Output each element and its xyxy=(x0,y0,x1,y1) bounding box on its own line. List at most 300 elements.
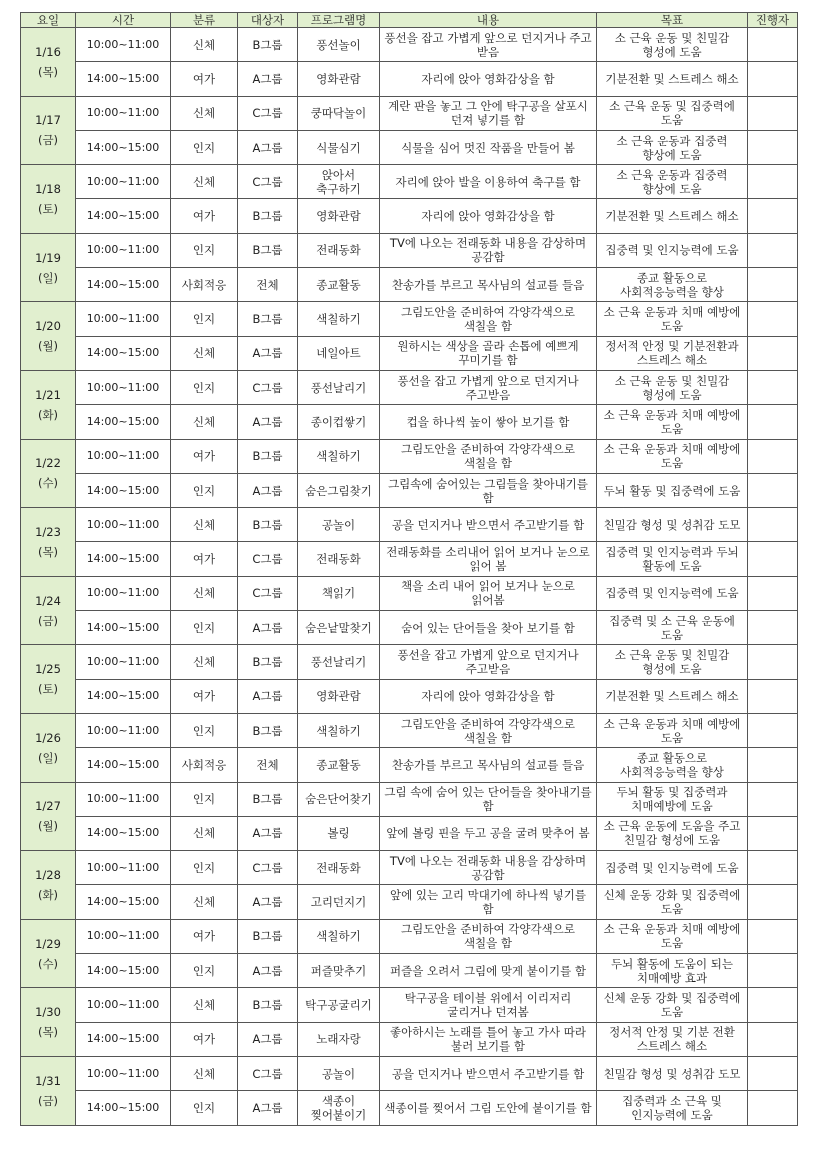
table-row xyxy=(21,96,798,130)
target-cell: B그룹 xyxy=(238,302,298,336)
table-row xyxy=(21,885,798,919)
program-name-cell: 전래동화 xyxy=(298,542,380,576)
category-cell: 사회적응 xyxy=(171,268,238,302)
goal-cell: 기분전환 및 스트레스 해소 xyxy=(597,199,748,233)
content-cell: 자리에 앉아 발을 이용하여 축구를 함 xyxy=(380,165,597,199)
time-cell: 10:00~11:00 xyxy=(76,713,171,747)
goal-cell: 종교 활동으로 사회적응능력을 향상 xyxy=(597,268,748,302)
category-cell: 여가 xyxy=(171,679,238,713)
program-name-cell: 숨은그림찾기 xyxy=(298,473,380,507)
time-cell: 14:00~15:00 xyxy=(76,405,171,439)
goal-cell: 신체 운동 강화 및 집중력에 도움 xyxy=(597,885,748,919)
program-name-cell: 고리던지기 xyxy=(298,885,380,919)
program-name-cell: 숨은단어찾기 xyxy=(298,782,380,816)
content-cell: 풍선을 잡고 가볍게 앞으로 던지거나 주고 받음 xyxy=(380,28,597,62)
table-row xyxy=(21,370,798,404)
time-cell: 14:00~15:00 xyxy=(76,336,171,370)
goal-cell: 정서적 안정 및 기분 전환 스트레스 해소 xyxy=(597,1022,748,1056)
leader-cell xyxy=(748,28,798,62)
program-name-cell: 종이컵쌓기 xyxy=(298,405,380,439)
day-weekday: (수) xyxy=(37,476,59,491)
leader-cell xyxy=(748,1091,798,1125)
day-cell xyxy=(21,28,76,97)
time-cell: 10:00~11:00 xyxy=(76,28,171,62)
day-date: 1/21 xyxy=(35,387,61,402)
content-cell: 그림 속에 숨어 있는 단어들을 찾아내기를 함 xyxy=(380,782,597,816)
schedule-body xyxy=(21,28,798,1126)
day-date: 1/18 xyxy=(35,181,61,196)
day-cell xyxy=(21,370,76,439)
leader-cell xyxy=(748,611,798,645)
target-cell: B그룹 xyxy=(238,713,298,747)
time-cell: 14:00~15:00 xyxy=(76,62,171,96)
time-cell: 14:00~15:00 xyxy=(76,885,171,919)
target-cell: 전체 xyxy=(238,748,298,782)
time-cell: 14:00~15:00 xyxy=(76,1091,171,1125)
program-name-cell: 색칠하기 xyxy=(298,302,380,336)
day-date: 1/20 xyxy=(35,319,61,334)
leader-cell xyxy=(748,542,798,576)
header-category: 분류 xyxy=(171,13,238,28)
goal-cell: 소 근육 운동 및 친밀감 형성에 도움 xyxy=(597,370,748,404)
time-cell: 14:00~15:00 xyxy=(76,473,171,507)
table-row xyxy=(21,473,798,507)
content-cell: 탁구공을 테이블 위에서 이리저리 굴리거나 던져봄 xyxy=(380,988,597,1022)
header-program: 프로그램명 xyxy=(298,13,380,28)
day-cell xyxy=(21,165,76,234)
content-cell: 찬송가를 부르고 목사님의 설교를 들음 xyxy=(380,748,597,782)
day-cell xyxy=(21,645,76,714)
table-row xyxy=(21,28,798,62)
target-cell: B그룹 xyxy=(238,645,298,679)
leader-cell xyxy=(748,439,798,473)
leader-cell xyxy=(748,268,798,302)
category-cell: 신체 xyxy=(171,405,238,439)
content-cell: 전래동화를 소리내어 읽어 보거나 눈으로 읽어 봄 xyxy=(380,542,597,576)
program-name-cell: 색칠하기 xyxy=(298,713,380,747)
day-date: 1/25 xyxy=(35,662,61,677)
target-cell: C그룹 xyxy=(238,165,298,199)
day-weekday: (수) xyxy=(37,956,59,971)
day-weekday: (월) xyxy=(37,339,59,354)
content-cell: 숨어 있는 단어들을 찾아 보기를 함 xyxy=(380,611,597,645)
day-cell xyxy=(21,508,76,577)
target-cell: A그룹 xyxy=(238,954,298,988)
program-name-cell: 종교활동 xyxy=(298,268,380,302)
table-row xyxy=(21,954,798,988)
target-cell: B그룹 xyxy=(238,988,298,1022)
day-date: 1/16 xyxy=(35,44,61,59)
header-content: 내용 xyxy=(380,13,597,28)
time-cell: 10:00~11:00 xyxy=(76,439,171,473)
content-cell: 그림도안을 준비하여 각양각색으로 색칠을 함 xyxy=(380,713,597,747)
table-row xyxy=(21,679,798,713)
target-cell: C그룹 xyxy=(238,542,298,576)
goal-cell: 집중력 및 인지능력에 도움 xyxy=(597,576,748,610)
target-cell: A그룹 xyxy=(238,62,298,96)
time-cell: 10:00~11:00 xyxy=(76,782,171,816)
category-cell: 인지 xyxy=(171,233,238,267)
target-cell: C그룹 xyxy=(238,1056,298,1090)
header-leader: 진행자 xyxy=(748,13,798,28)
target-cell: B그룹 xyxy=(238,28,298,62)
goal-cell: 소 근육 운동과 치매 예방에 도움 xyxy=(597,302,748,336)
time-cell: 10:00~11:00 xyxy=(76,851,171,885)
goal-cell: 소 근육 운동과 치매 예방에 도움 xyxy=(597,919,748,953)
content-cell: 앞에 있는 고리 막대기에 하나씩 넣기를 함 xyxy=(380,885,597,919)
content-cell: 자리에 앉아 영화감상을 함 xyxy=(380,62,597,96)
table-row xyxy=(21,919,798,953)
time-cell: 14:00~15:00 xyxy=(76,268,171,302)
goal-cell: 소 근육 운동과 치매 예방에 도움 xyxy=(597,713,748,747)
program-name-cell: 종교활동 xyxy=(298,748,380,782)
day-weekday: (목) xyxy=(37,544,59,559)
day-weekday: (일) xyxy=(37,750,59,765)
day-cell xyxy=(21,713,76,782)
day-cell xyxy=(21,782,76,851)
category-cell: 신체 xyxy=(171,576,238,610)
content-cell: 퍼즐을 오려서 그림에 맞게 붙이기를 함 xyxy=(380,954,597,988)
day-date: 1/28 xyxy=(35,867,61,882)
time-cell: 14:00~15:00 xyxy=(76,679,171,713)
table-row xyxy=(21,302,798,336)
category-cell: 신체 xyxy=(171,96,238,130)
table-row xyxy=(21,233,798,267)
category-cell: 인지 xyxy=(171,473,238,507)
program-name-cell: 노래자랑 xyxy=(298,1022,380,1056)
goal-cell: 소 근육 운동에 도움을 주고 친밀감 형성에 도움 xyxy=(597,816,748,850)
category-cell: 여가 xyxy=(171,919,238,953)
table-row xyxy=(21,1022,798,1056)
day-date: 1/29 xyxy=(35,936,61,951)
target-cell: B그룹 xyxy=(238,233,298,267)
content-cell: TV에 나오는 전래동화 내용을 감상하며 공감함 xyxy=(380,851,597,885)
goal-cell: 소 근육 운동과 집중력 향상에 도움 xyxy=(597,130,748,164)
table-row xyxy=(21,851,798,885)
category-cell: 인지 xyxy=(171,611,238,645)
goal-cell: 집중력 및 인지능력에 도움 xyxy=(597,851,748,885)
table-row xyxy=(21,62,798,96)
goal-cell: 소 근육 운동 및 친밀감 형성에 도움 xyxy=(597,28,748,62)
time-cell: 10:00~11:00 xyxy=(76,988,171,1022)
category-cell: 신체 xyxy=(171,645,238,679)
leader-cell xyxy=(748,988,798,1022)
day-weekday: (토) xyxy=(37,201,59,216)
leader-cell xyxy=(748,645,798,679)
content-cell: TV에 나오는 전래동화 내용을 감상하며 공감함 xyxy=(380,233,597,267)
time-cell: 14:00~15:00 xyxy=(76,199,171,233)
day-weekday: (목) xyxy=(37,64,59,79)
table-row xyxy=(21,576,798,610)
goal-cell: 기분전환 및 스트레스 해소 xyxy=(597,679,748,713)
target-cell: A그룹 xyxy=(238,816,298,850)
day-cell xyxy=(21,1056,76,1125)
leader-cell xyxy=(748,748,798,782)
day-weekday: (목) xyxy=(37,1025,59,1040)
table-row xyxy=(21,748,798,782)
table-row xyxy=(21,508,798,542)
content-cell: 풍선을 잡고 가볍게 앞으로 던지거나 주고받음 xyxy=(380,645,597,679)
program-name-cell: 네일아트 xyxy=(298,336,380,370)
program-name-cell: 전래동화 xyxy=(298,851,380,885)
content-cell: 식물을 심어 멋진 작품을 만들어 봄 xyxy=(380,130,597,164)
category-cell: 신체 xyxy=(171,336,238,370)
target-cell: B그룹 xyxy=(238,508,298,542)
leader-cell xyxy=(748,782,798,816)
goal-cell: 소 근육 운동 및 친밀감 형성에 도움 xyxy=(597,645,748,679)
program-name-cell: 색칠하기 xyxy=(298,439,380,473)
goal-cell: 친밀감 형성 및 성취감 도모 xyxy=(597,508,748,542)
target-cell: A그룹 xyxy=(238,679,298,713)
target-cell: A그룹 xyxy=(238,405,298,439)
day-weekday: (토) xyxy=(37,682,59,697)
target-cell: C그룹 xyxy=(238,370,298,404)
header-target: 대상자 xyxy=(238,13,298,28)
leader-cell xyxy=(748,885,798,919)
time-cell: 10:00~11:00 xyxy=(76,1056,171,1090)
category-cell: 신체 xyxy=(171,816,238,850)
leader-cell xyxy=(748,1056,798,1090)
day-weekday: (금) xyxy=(37,613,59,628)
time-cell: 10:00~11:00 xyxy=(76,370,171,404)
program-name-cell: 풍선날리기 xyxy=(298,370,380,404)
category-cell: 인지 xyxy=(171,954,238,988)
time-cell: 14:00~15:00 xyxy=(76,611,171,645)
program-name-cell: 쿵따닥놀이 xyxy=(298,96,380,130)
leader-cell xyxy=(748,370,798,404)
goal-cell: 친밀감 형성 및 성취감 도모 xyxy=(597,1056,748,1090)
program-name-cell: 식물심기 xyxy=(298,130,380,164)
content-cell: 색종이를 찢어서 그림 도안에 붙이기를 함 xyxy=(380,1091,597,1125)
leader-cell xyxy=(748,405,798,439)
day-date: 1/30 xyxy=(35,1005,61,1020)
goal-cell: 소 근육 운동과 집중력 향상에 도움 xyxy=(597,165,748,199)
content-cell: 그림도안을 준비하여 각양각색으로 색칠을 함 xyxy=(380,919,597,953)
program-name-cell: 공놀이 xyxy=(298,508,380,542)
leader-cell xyxy=(748,302,798,336)
header-day: 요일 xyxy=(21,13,76,28)
header-goal: 목표 xyxy=(597,13,748,28)
target-cell: 전체 xyxy=(238,268,298,302)
goal-cell: 두뇌 활동 및 집중력에 도움 xyxy=(597,473,748,507)
leader-cell xyxy=(748,96,798,130)
program-schedule-table xyxy=(20,12,798,1126)
time-cell: 14:00~15:00 xyxy=(76,130,171,164)
category-cell: 인지 xyxy=(171,713,238,747)
leader-cell xyxy=(748,1022,798,1056)
leader-cell xyxy=(748,130,798,164)
program-name-cell: 숨은낱말찾기 xyxy=(298,611,380,645)
table-row xyxy=(21,1091,798,1125)
target-cell: A그룹 xyxy=(238,885,298,919)
time-cell: 10:00~11:00 xyxy=(76,96,171,130)
day-cell xyxy=(21,576,76,645)
table-row xyxy=(21,439,798,473)
table-row xyxy=(21,542,798,576)
program-name-cell: 볼링 xyxy=(298,816,380,850)
leader-cell xyxy=(748,851,798,885)
target-cell: B그룹 xyxy=(238,439,298,473)
leader-cell xyxy=(748,576,798,610)
time-cell: 10:00~11:00 xyxy=(76,919,171,953)
category-cell: 인지 xyxy=(171,1091,238,1125)
goal-cell: 집중력 및 인지능력에 도움 xyxy=(597,233,748,267)
goal-cell: 집중력 및 소 근육 운동에 도움 xyxy=(597,611,748,645)
day-cell xyxy=(21,233,76,302)
category-cell: 여가 xyxy=(171,199,238,233)
target-cell: A그룹 xyxy=(238,1022,298,1056)
program-name-cell: 색종이 찢어붙이기 xyxy=(298,1091,380,1125)
target-cell: C그룹 xyxy=(238,576,298,610)
program-name-cell: 영화관람 xyxy=(298,679,380,713)
program-name-cell: 색칠하기 xyxy=(298,919,380,953)
leader-cell xyxy=(748,473,798,507)
content-cell: 원하시는 색상을 골라 손톱에 예쁘게 꾸미기를 함 xyxy=(380,336,597,370)
goal-cell: 정서적 안정 및 기분전환과 스트레스 해소 xyxy=(597,336,748,370)
target-cell: A그룹 xyxy=(238,336,298,370)
goal-cell: 기분전환 및 스트레스 해소 xyxy=(597,62,748,96)
program-name-cell: 책읽기 xyxy=(298,576,380,610)
category-cell: 신체 xyxy=(171,28,238,62)
target-cell: A그룹 xyxy=(238,1091,298,1125)
category-cell: 신체 xyxy=(171,885,238,919)
program-name-cell: 풍선날리기 xyxy=(298,645,380,679)
header-time: 시간 xyxy=(76,13,171,28)
content-cell: 자리에 앉아 영화감상을 함 xyxy=(380,679,597,713)
day-date: 1/23 xyxy=(35,524,61,539)
day-cell xyxy=(21,96,76,165)
goal-cell: 종교 활동으로 사회적응능력을 향상 xyxy=(597,748,748,782)
leader-cell xyxy=(748,336,798,370)
target-cell: B그룹 xyxy=(238,782,298,816)
day-weekday: (금) xyxy=(37,133,59,148)
program-name-cell: 앉아서 축구하기 xyxy=(298,165,380,199)
goal-cell: 두뇌 활동에 도움이 되는 치매예방 효과 xyxy=(597,954,748,988)
time-cell: 10:00~11:00 xyxy=(76,508,171,542)
target-cell: B그룹 xyxy=(238,919,298,953)
day-date: 1/22 xyxy=(35,456,61,471)
table-row xyxy=(21,268,798,302)
target-cell: B그룹 xyxy=(238,199,298,233)
leader-cell xyxy=(748,62,798,96)
goal-cell: 소 근육 운동과 치매 예방에 도움 xyxy=(597,439,748,473)
target-cell: A그룹 xyxy=(238,611,298,645)
target-cell: C그룹 xyxy=(238,96,298,130)
program-name-cell: 전래동화 xyxy=(298,233,380,267)
time-cell: 14:00~15:00 xyxy=(76,1022,171,1056)
goal-cell: 신체 운동 강화 및 집중력에 도움 xyxy=(597,988,748,1022)
leader-cell xyxy=(748,713,798,747)
program-name-cell: 영화관람 xyxy=(298,199,380,233)
goal-cell: 집중력 및 인지능력과 두뇌 활동에 도움 xyxy=(597,542,748,576)
table-row xyxy=(21,713,798,747)
category-cell: 신체 xyxy=(171,1056,238,1090)
program-name-cell: 퍼즐맞추기 xyxy=(298,954,380,988)
target-cell: A그룹 xyxy=(238,130,298,164)
category-cell: 여가 xyxy=(171,62,238,96)
leader-cell xyxy=(748,199,798,233)
day-cell xyxy=(21,988,76,1057)
category-cell: 신체 xyxy=(171,165,238,199)
category-cell: 신체 xyxy=(171,988,238,1022)
category-cell: 인지 xyxy=(171,370,238,404)
category-cell: 사회적응 xyxy=(171,748,238,782)
day-date: 1/31 xyxy=(35,1073,61,1088)
target-cell: A그룹 xyxy=(238,473,298,507)
day-cell xyxy=(21,439,76,508)
table-row xyxy=(21,782,798,816)
category-cell: 인지 xyxy=(171,130,238,164)
table-row xyxy=(21,611,798,645)
program-name-cell: 탁구공굴리기 xyxy=(298,988,380,1022)
content-cell: 찬송가를 부르고 목사님의 설교를 들음 xyxy=(380,268,597,302)
leader-cell xyxy=(748,679,798,713)
day-cell xyxy=(21,851,76,920)
day-weekday: (화) xyxy=(37,887,59,902)
time-cell: 14:00~15:00 xyxy=(76,748,171,782)
category-cell: 여가 xyxy=(171,1022,238,1056)
day-cell xyxy=(21,302,76,371)
category-cell: 인지 xyxy=(171,782,238,816)
goal-cell: 두뇌 활동 및 집중력과 치매예방에 도움 xyxy=(597,782,748,816)
content-cell: 컵을 하나씩 높이 쌓아 보기를 함 xyxy=(380,405,597,439)
leader-cell xyxy=(748,165,798,199)
table-row xyxy=(21,165,798,199)
table-row xyxy=(21,1056,798,1090)
leader-cell xyxy=(748,508,798,542)
category-cell: 신체 xyxy=(171,508,238,542)
table-row xyxy=(21,405,798,439)
content-cell: 그림속에 숨어있는 그림들을 찾아내기를 함 xyxy=(380,473,597,507)
goal-cell: 소 근육 운동 및 집중력에 도움 xyxy=(597,96,748,130)
day-weekday: (월) xyxy=(37,819,59,834)
day-weekday: (일) xyxy=(37,270,59,285)
day-weekday: (금) xyxy=(37,1093,59,1108)
content-cell: 그림도안을 준비하여 각양각색으로 색칠을 함 xyxy=(380,439,597,473)
content-cell: 그림도안을 준비하여 각양각색으로 색칠을 함 xyxy=(380,302,597,336)
content-cell: 공을 던지거나 받으면서 주고받기를 함 xyxy=(380,1056,597,1090)
day-date: 1/17 xyxy=(35,113,61,128)
content-cell: 앞에 볼링 핀을 두고 공을 굴려 맞추어 봄 xyxy=(380,816,597,850)
program-name-cell: 영화관람 xyxy=(298,62,380,96)
table-row xyxy=(21,988,798,1022)
category-cell: 인지 xyxy=(171,851,238,885)
leader-cell xyxy=(748,816,798,850)
day-weekday: (화) xyxy=(37,407,59,422)
time-cell: 14:00~15:00 xyxy=(76,542,171,576)
day-date: 1/24 xyxy=(35,593,61,608)
category-cell: 인지 xyxy=(171,302,238,336)
category-cell: 여가 xyxy=(171,439,238,473)
day-date: 1/27 xyxy=(35,799,61,814)
time-cell: 10:00~11:00 xyxy=(76,302,171,336)
time-cell: 14:00~15:00 xyxy=(76,954,171,988)
goal-cell: 소 근육 운동과 치매 예방에 도움 xyxy=(597,405,748,439)
program-name-cell: 공놀이 xyxy=(298,1056,380,1090)
target-cell: C그룹 xyxy=(238,851,298,885)
time-cell: 10:00~11:00 xyxy=(76,233,171,267)
leader-cell xyxy=(748,233,798,267)
table-row xyxy=(21,336,798,370)
leader-cell xyxy=(748,954,798,988)
content-cell: 공을 던지거나 받으면서 주고받기를 함 xyxy=(380,508,597,542)
leader-cell xyxy=(748,919,798,953)
day-date: 1/26 xyxy=(35,730,61,745)
header-row xyxy=(21,13,798,28)
content-cell: 계란 판을 놓고 그 안에 탁구공을 살포시 던져 넣기를 함 xyxy=(380,96,597,130)
content-cell: 책을 소리 내어 읽어 보거나 눈으로 읽어봄 xyxy=(380,576,597,610)
time-cell: 14:00~15:00 xyxy=(76,816,171,850)
